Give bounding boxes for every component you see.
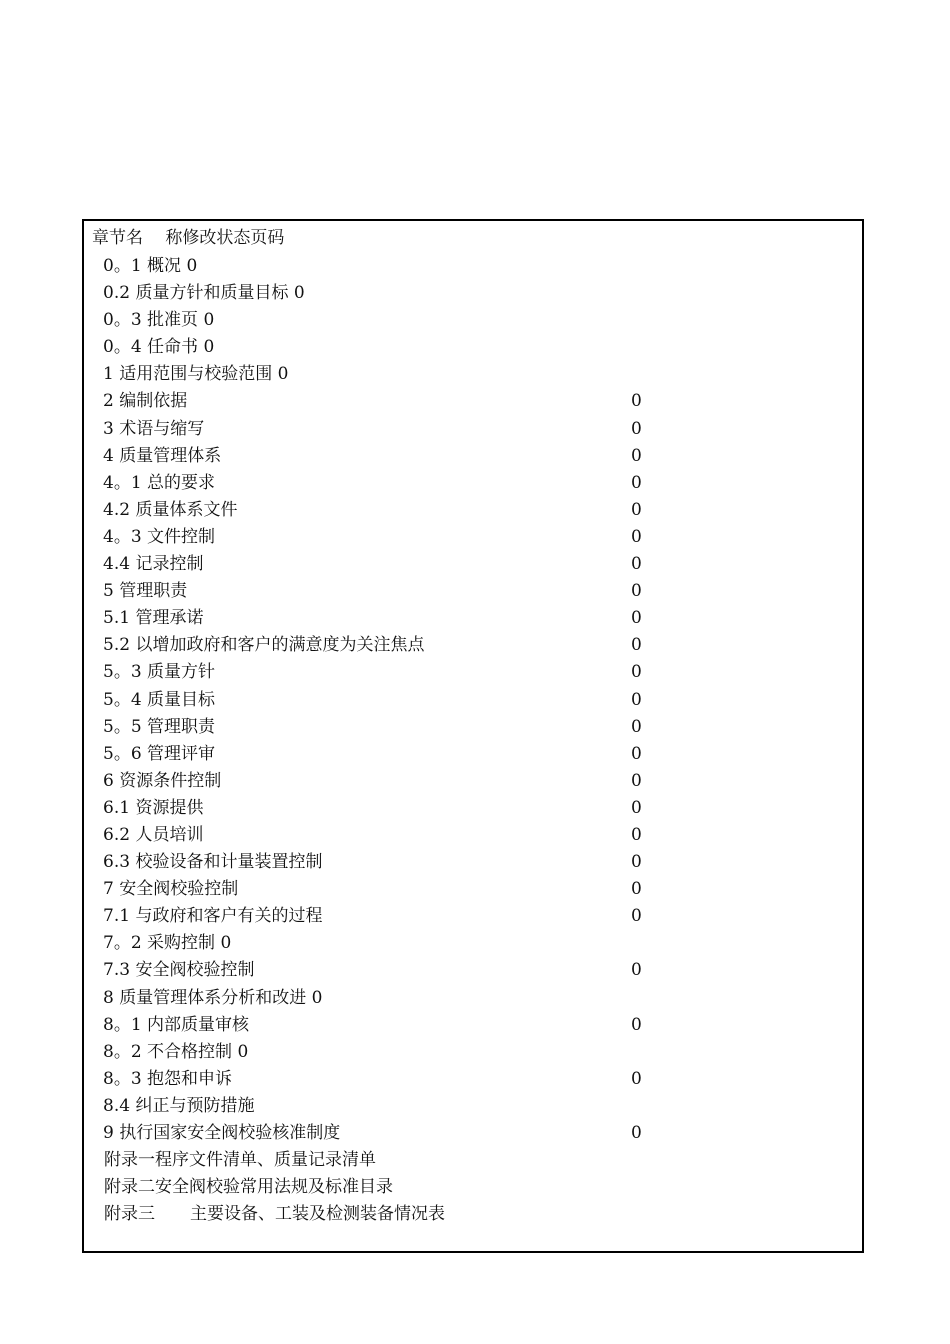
appendix-one-title: 附录一程序文件清单、质量记录清单 — [104, 1150, 376, 1171]
toc-entry — [84, 659, 862, 686]
toc-entry-status: 0 — [631, 445, 642, 466]
toc-entry-title: 4。3 文件控制 — [103, 526, 216, 547]
toc-entry-title: 5。6 管理评审 — [103, 743, 216, 764]
toc-entry-title: 1 适用范围与校验范围 0 — [103, 364, 289, 385]
toc-entry — [84, 795, 862, 822]
toc-entry — [84, 280, 862, 307]
toc-entry — [84, 632, 862, 659]
toc-entry-status: 0 — [631, 743, 642, 764]
toc-list — [84, 253, 862, 1228]
toc-entry — [84, 524, 862, 551]
toc-entry-status: 0 — [631, 852, 642, 873]
toc-entry-status: 0 — [631, 906, 642, 927]
toc-entry-status: 0 — [631, 689, 642, 710]
toc-entry-title: 5。5 管理职责 — [103, 716, 216, 737]
toc-entry-title: 4。1 总的要求 — [103, 472, 216, 493]
toc-entry — [84, 497, 862, 524]
toc-entry-title: 0.2 质量方针和质量目标 0 — [103, 283, 305, 304]
toc-entry — [84, 253, 862, 280]
toc-entry-status: 0 — [631, 1123, 642, 1143]
toc-entry-status: 0 — [631, 797, 642, 818]
toc-entry-status: 0 — [631, 635, 642, 656]
toc-entry — [84, 876, 862, 903]
toc-entry-title: 5。4 质量目标 — [103, 689, 216, 710]
toc-entry-title: 4.4 记录控制 — [103, 554, 204, 575]
toc-entry-title: 0。3 批准页 0 — [103, 310, 215, 331]
toc-entry-title: 5.1 管理承诺 — [103, 608, 204, 629]
toc-entry-title: 8。2 不合格控制 0 — [103, 1041, 249, 1062]
toc-entry-status: 0 — [631, 581, 642, 602]
toc-entry — [84, 714, 862, 741]
toc-entry — [84, 1012, 862, 1039]
toc-entry-title: 7 安全阀校验控制 — [103, 879, 239, 900]
appendix-two-title: 附录二安全阀校验常用法规及标准目录 — [104, 1177, 393, 1198]
toc-entry — [84, 470, 862, 497]
toc-entry-title: 6 资源条件控制 — [103, 770, 222, 791]
toc-entry-status: 0 — [631, 391, 642, 412]
toc-entry — [84, 768, 862, 795]
toc-entry-title: 8。1 内部质量审核 — [103, 1014, 250, 1035]
toc-entry-status: 0 — [631, 662, 642, 683]
toc-entry-title: 0。4 任命书 0 — [103, 337, 215, 358]
toc-entry — [84, 930, 862, 957]
toc-entry — [84, 1093, 862, 1120]
toc-entry — [84, 741, 862, 768]
toc-entry — [84, 985, 862, 1012]
toc-entry-status: 0 — [631, 418, 642, 439]
toc-entry-status: 0 — [631, 554, 642, 575]
toc-entry-status: 0 — [631, 960, 642, 981]
toc-entry — [84, 361, 862, 388]
toc-entry-title: 9 执行国家安全阀校验核准制度 — [103, 1123, 341, 1143]
appendix-three — [84, 1201, 862, 1228]
toc-entry-status: 0 — [631, 1068, 642, 1089]
toc-entry-title: 7.1 与政府和客户有关的过程 — [103, 906, 323, 927]
toc-entry — [84, 1039, 862, 1066]
toc-entry-status: 0 — [631, 716, 642, 737]
toc-entry-status: 0 — [631, 526, 642, 547]
toc-entry-title: 4 质量管理体系 — [103, 445, 222, 466]
toc-entry-status: 0 — [631, 824, 642, 845]
toc-entry-status: 0 — [631, 1014, 642, 1035]
appendix-three-title: 主要设备、工装及检测装备情况表 — [190, 1204, 445, 1225]
toc-entry-title: 6.1 资源提供 — [103, 797, 204, 818]
toc-entry-title: 6.3 校验设备和计量装置控制 — [103, 852, 323, 873]
toc-entry — [84, 578, 862, 605]
toc-entry — [84, 443, 862, 470]
toc-entry-title: 3 术语与缩写 — [103, 418, 205, 439]
toc-entry-title: 7.3 安全阀校验控制 — [103, 960, 255, 981]
toc-entry-status: 0 — [631, 608, 642, 629]
appendix-three-label: 附录三 — [104, 1204, 155, 1225]
toc-entry — [84, 822, 862, 849]
toc-entry — [84, 334, 862, 361]
toc-entry — [84, 416, 862, 443]
toc-entry — [84, 388, 862, 415]
toc-entry — [84, 849, 862, 876]
toc-entry — [84, 687, 862, 714]
toc-entry-title: 5。3 质量方针 — [103, 662, 216, 683]
table-of-contents — [82, 219, 864, 1253]
toc-entry-title: 8。3 抱怨和申诉 — [103, 1068, 233, 1089]
toc-entry-status: 0 — [631, 879, 642, 900]
toc-entry — [84, 957, 862, 984]
toc-header: 章节名 称修改状态页码 — [92, 228, 285, 248]
toc-entry-title: 8 质量管理体系分析和改进 0 — [103, 987, 323, 1008]
toc-entry-title: 8.4 纠正与预防措施 — [103, 1095, 255, 1116]
toc-entry — [84, 605, 862, 632]
toc-entry-status: 0 — [631, 472, 642, 493]
appendix-one — [84, 1147, 862, 1174]
toc-entry-title: 7。2 采购控制 0 — [103, 933, 232, 954]
toc-entry-title: 0。1 概况 0 — [103, 256, 198, 276]
toc-entry-title: 4.2 质量体系文件 — [103, 499, 238, 520]
toc-entry-title: 5.2 以增加政府和客户的满意度为关注焦点 — [103, 635, 425, 656]
toc-entry — [84, 1066, 862, 1093]
toc-entry-status: 0 — [631, 499, 642, 520]
toc-entry-title: 5 管理职责 — [103, 581, 188, 602]
toc-entry-status: 0 — [631, 770, 642, 791]
toc-entry — [84, 551, 862, 578]
appendix-two — [84, 1174, 862, 1201]
toc-entry-title: 6.2 人员培训 — [103, 824, 204, 845]
toc-entry — [84, 307, 862, 334]
toc-entry — [84, 1120, 862, 1147]
toc-entry-title: 2 编制依据 — [103, 391, 188, 412]
toc-entry — [84, 903, 862, 930]
